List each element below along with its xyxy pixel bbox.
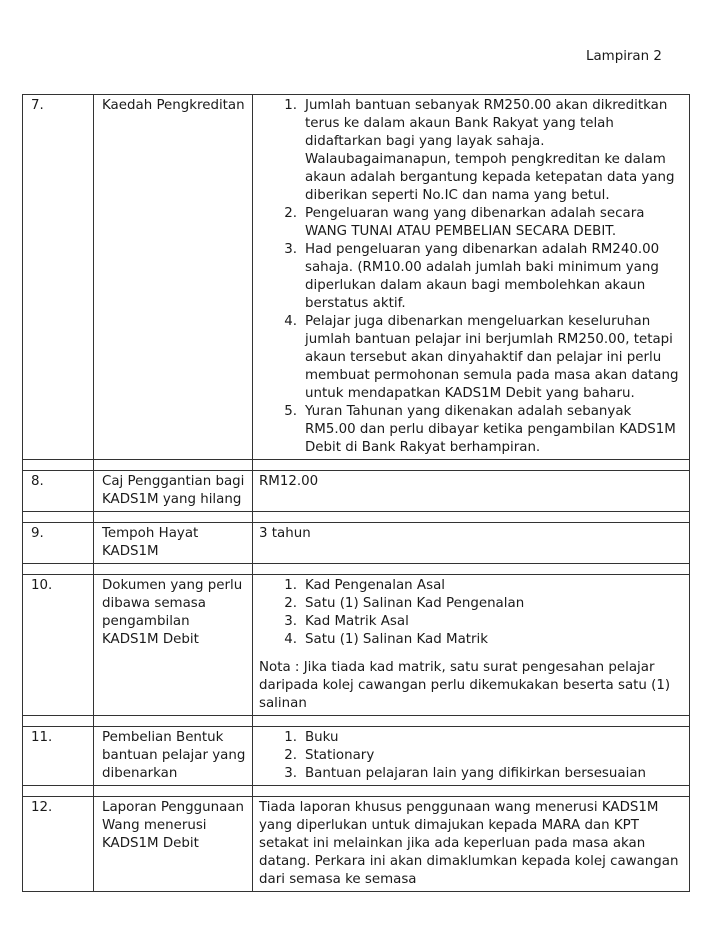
row-label: Dokumen yang perlu dibawa semasa pengambilan KADS1M Debit [94,575,253,716]
row-number: 7. [23,95,94,460]
row-label: Caj Penggantian bagi KADS1M yang hilang [94,471,253,512]
spacer-row [23,786,690,797]
row-label: Kaedah Pengkreditan [94,95,253,460]
row-label: Tempoh Hayat KADS1M [94,523,253,564]
page-annex-label: Lampiran 2 [586,49,662,64]
list-item: 3. Kad Matrik Asal [284,614,409,629]
table-row [23,797,690,892]
row-value: Tiada laporan khusus penggunaan wang menerusi KADS1M yang diperlukan untuk dimajukan kepada MARA dan KPT setakat ini melainkan jika ada keperluan pada masa akan datang. Perkara ini akan dimaklumkan kepada kolej cawangan dari semasa ke semasa [253,797,690,892]
row-label: Laporan Penggunaan Wang menerusi KADS1M Debit [94,797,253,892]
row-value: 3 tahun [253,523,690,564]
row-number: 9. [23,523,94,564]
table-row [23,471,690,512]
list-item: 2. Pengeluaran wang yang dibenarkan adalah secara WANG TUNAI ATAU PEMBELIAN SECARA DEBIT. [284,206,645,239]
list-item: 1. Buku [284,730,339,745]
info-table [22,94,690,892]
spacer-row [23,564,690,575]
table-row [23,575,690,716]
list-item: 2. Satu (1) Salinan Kad Pengenalan [284,596,525,611]
spacer-row [23,460,690,471]
list-item: 1. Jumlah bantuan sebanyak RM250.00 akan dikreditkan terus ke dalam akaun Bank Rakyat yang telah didaftarkan bagi yang layak sahaja. Walaubagaimanapun, tempoh pengkreditan ke dalam akaun adalah bergantung kepada ketepatan data yang diberikan seperti No.IC dan nama yang betul. [284,98,675,203]
list-item: 1. Kad Pengenalan Asal [284,578,445,593]
list-item: 2. Stationary [284,748,375,763]
list-item: 4. Satu (1) Salinan Kad Matrik [284,632,489,647]
row-number: 8. [23,471,94,512]
row-number: 12. [23,797,94,892]
numbered-list [259,729,684,783]
row-number: 11. [23,727,94,786]
table-row [23,95,690,460]
row-label: Pembelian Bentuk bantuan pelajar yang dibenarkan [94,727,253,786]
row-content [253,575,690,716]
table-row [23,523,690,564]
list-item: 3. Had pengeluaran yang dibenarkan adalah RM240.00 sahaja. (RM10.00 adalah jumlah baki minimum yang diperlukan dalam akaun bagi membolehkan akaun berstatus aktif. [284,242,660,311]
row-value: RM12.00 [253,471,690,512]
row-content [253,95,690,460]
note-text: Nota : Jika tiada kad matrik, satu surat pengesahan pelajar daripada kolej cawangan perlu dikemukakan beserta satu (1) salinan [259,660,671,711]
list-item: 3. Bantuan pelajaran lain yang difikirkan bersesuaian [284,766,647,781]
list-item: 4. Pelajar juga dibenarkan mengeluarkan keseluruhan jumlah bantuan pelajar ini berjumlah RM250.00, tetapi akaun tersebut akan dinyahaktif dan pelajar ini perlu membuat permohonan semula pada masa akan datang untuk mendapatkan KADS1M Debit yang baharu. [284,314,679,401]
numbered-list [259,577,684,649]
row-content [253,727,690,786]
numbered-list [259,97,684,457]
row-number: 10. [23,575,94,716]
spacer-row [23,716,690,727]
spacer-row [23,512,690,523]
list-item: 5. Yuran Tahunan yang dikenakan adalah sebanyak RM5.00 dan perlu dibayar ketika pengambilan KADS1M Debit di Bank Rakyat berhampiran. [284,404,676,455]
info-table-frame [22,94,679,892]
table-row [23,727,690,786]
